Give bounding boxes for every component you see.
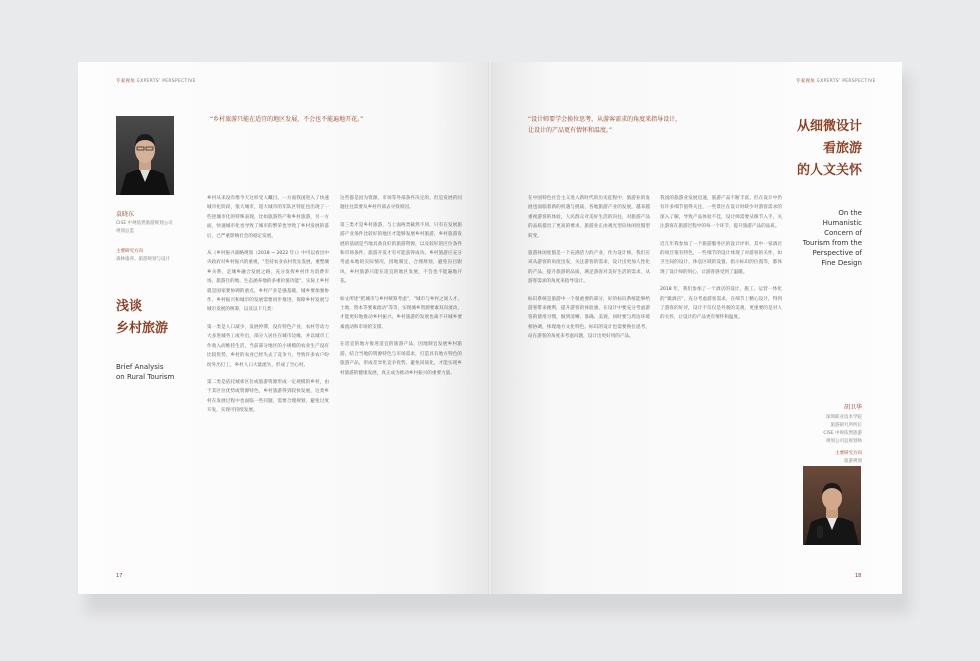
page-number-right: 18 — [855, 573, 862, 579]
left-body-column-1 — [207, 194, 329, 566]
spine-fold — [488, 62, 492, 594]
right-body-column-1 — [528, 194, 650, 566]
title-line: Tourism from the — [802, 239, 862, 247]
title-line: 浅谈 — [116, 299, 143, 314]
title-line: 的人文关怀 — [796, 163, 862, 178]
title-line: On the — [838, 209, 862, 217]
paragraph: 乡村从来没有像今天这样受人瞩目。一方面我国进入了快速城市化阶段，很大城市，超大城市的军队区特征也出现了一些逆城市化的特殊表现，比如旅游热产和乡村旅游，另一方面，快速城市化也导致了城市的繁荣也导致了乡村发展的落后，已严重影响社会的稳定发展。 — [207, 196, 329, 239]
title-line: 乡村旅游 — [116, 321, 169, 336]
paragraph: 从《乡村振兴战略规划（2018 ~ 2022 年）》中可以看出中央政府对乡村振兴的重视，“坚持农业农村优先发展，重塑城乡关系，走城乡融合发展之路，充分发挥乡村作为消费市场、旅游目的地、生态涵养地的多重价值功能”，实际上乡村就是国家要协调的重点，乡村产业是强基础，城乡要加强协作，乡村振兴和城市的发展需要同步推进，保障乡村发展与城市发展的统筹，以及以下几类： — [207, 251, 329, 313]
paragraph: 在中国特色社会主义进入新时代的历史征程中，旅游业的发展也面临着新的机遇与挑战，各地旅游产业的发展，越来越重视游客的体验，人民群众对美好生活的向往，对旅游产品的品质提出了更高的要求，旅游业正由观光型向休闲度假型转变。 — [528, 196, 650, 239]
paragraph: 第三类才是乡村旅游，与上面两类截然不同，只有在发展旅游产业条件比较好的地区才能够发展乡村旅游，乡村旅游发展的基础是当地具备良好的旅游资源，以及较好的区位条件和市场条件，旅游开发才有可能获得成功。乡村旅游应充分考虑本地的实际情况，因地制宜，合理规划，避免盲目跟风，乡村旅游只能在适宜的地区发展，不会也不能遍地开花。 — [340, 222, 462, 285]
expert-role-right: 旅游规划 — [844, 459, 862, 464]
expert-portrait-right — [803, 466, 861, 545]
quote-line: “设计师要学会换位思考，从游客需求的角度来指导设计， — [528, 116, 682, 123]
expert-role-label-right: 主要研究方向 — [835, 451, 862, 456]
quote-line: 让设计的产品更有情怀和温度。” — [528, 127, 613, 134]
expert-name-right: 胡卫华 — [843, 404, 862, 411]
left-body-column-2 — [340, 194, 462, 514]
paragraph: 标识系统是旅游中一个很重要的部分，好的标识系统能够给游客带来便利，提升游客的体验感，在设计中要充分考虑游客的使用习惯，做到清晰、准确、美观，同时要与周边环境相协调，体现地方文化特色。标识的设计也需要换位思考，站在游客的角度来考虑问题，设计出更好用的产品。 — [528, 296, 650, 340]
expert-affiliation-left-2: 规划总监 — [116, 229, 134, 234]
paragraph: 在适宜的地方推进适宜的旅游产品，因地制宜发展乡村旅游，结合当地的资源特色与市场需求，打造具有地方特色的旅游产品，形成差异化竞争优势，避免同质化，才能实现乡村旅游的健康发展，真正成为推动乡村振兴的重要力量。 — [340, 342, 462, 376]
paragraph: 如文所述“把城市与乡村统筹考虑”，“城市与乡村之间人才、土地、资本等要素流动”等等，实现城乡资源要素双向流动，才能更好地推动乡村振兴，乡村旅游的发展也离不开城乡要素流动和市场的支撑。 — [340, 296, 462, 330]
paragraph: 这些都是因为资源、市场等外部条件决定的，但是发展的问题往往需要从乡村内部去寻找原因。 — [340, 196, 462, 211]
title-line: Humanistic — [822, 219, 862, 227]
title-line: Perspective of — [812, 249, 862, 257]
expert-affiliation-right-3: CISE 中规依然旅游 — [823, 431, 862, 436]
title-line: Concern of — [824, 229, 862, 237]
title-line: on Rural Tourism — [116, 373, 175, 381]
expert-affiliation-right-2: 旅游研究所所长 — [830, 423, 862, 428]
paragraph: 旅游休闲度假是一个充满活力的产业，作为设计师，我们应该从游客的角度出发，关注游客的需求，设计出更加人性化的产品，提升旅游的品质，满足游客对美好生活的需求，从游客需求的角度来指导设计。 — [528, 251, 650, 285]
title-line: Brief Analysis — [116, 363, 164, 371]
article-title-en-left — [116, 362, 174, 382]
title-line: 看旅游 — [822, 141, 862, 156]
article-title-cn-left — [116, 296, 168, 340]
page-number-left: 17 — [116, 573, 123, 579]
left-page-header: 专家视角 EXPERTS' PERSPECTIVE — [116, 79, 196, 84]
expert-portrait-left — [116, 116, 174, 195]
paragraph: 近几年我参加了一个旅游服务区的设计评审，其中一家酒店的项目很有特色，一些细节的设计体现了对游客的关怀，如卫生间的设计、休息区域的设置、指示标识的位置等，都体现了设计师的用心，让游客感受到了温暖。 — [660, 241, 782, 275]
right-body-column-2 — [660, 194, 782, 518]
right-page-header: 专家视角 EXPERTS' PERSPECTIVE — [796, 79, 876, 84]
article-title-cn-right — [764, 116, 862, 182]
expert-affiliation-left-1: CISE 中规依然旅游规划公司 — [116, 221, 173, 226]
paragraph: 第二类是依托城郊区位或旅游资源形成一定规模的乡村，由于其区位优势或资源特色，乡村旅游得到较快发展，这类乡村在发展过程中也面临一些问题，需要合理规划，避免过度开发，实现可持续发展。 — [207, 379, 329, 414]
left-pull-quote: “乡村旅游只能在适宜的地区发展，不会也不能遍地开花。” — [210, 116, 364, 123]
expert-affiliation-right-1: 深圳职业技术学院 — [826, 415, 862, 420]
expert-name-left: 袁晓东 — [116, 211, 135, 218]
expert-affiliation-right-4: 规划公司总规划师 — [826, 439, 862, 444]
paragraph: 我国的旅游业发展迅速，旅游产品不断丰富，但在设计中仍有许多细节值得关注，一些景区在设计时缺少对游客需求的深入了解，导致产品体验不佳，设计师需要从细节入手，关注游客在旅游过程中的每一个环节，提升旅游产品的品质。 — [660, 196, 782, 230]
paragraph: 2018 年，我们参加了一个酒店的设计，施工、运营一体化的“微酒店”，充分考虑游客需求，在细节上精心设计，得到了游客的好评，设计不仅仅是外观的美观，更重要的是对人的关怀，让设计的产品更有情怀和温度。 — [660, 287, 782, 321]
right-pull-quote — [528, 114, 681, 136]
title-line: Fine Design — [821, 259, 862, 267]
title-line: 从细微设计 — [796, 119, 862, 134]
paragraph: 第一类是人口减少，发展停滞，没有特色产业，农村劳动力大多进城务工或外出，部分人居住在城市边缘，并以城市工作收入而维持生活，当前部分地区的小规模的农业生产没有比较优势，乡村的农业已经失去了竞争力，导致许多农户纷纷外出打工，乡村人口大量流失，形成了空心村。 — [207, 324, 329, 368]
expert-role-left: 森林康养、旅游规划与设计 — [116, 257, 170, 262]
expert-role-label-left: 主要研究方向 — [116, 249, 143, 254]
